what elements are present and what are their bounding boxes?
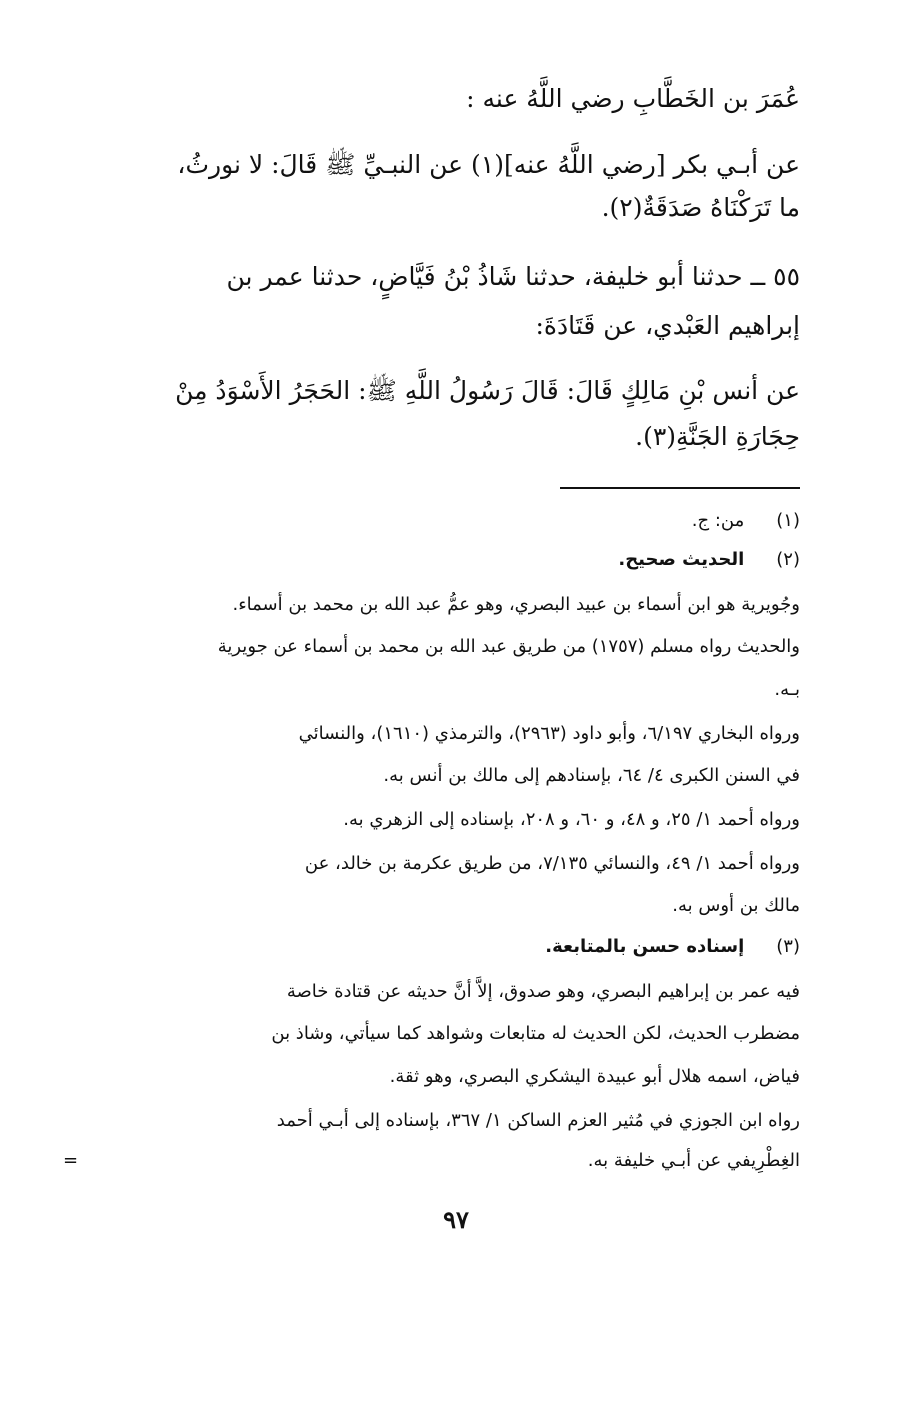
footnote-grade: إسناده حسن بالمتابعة. xyxy=(545,936,745,957)
main-text-line: ما تَرَكْنَاهُ صَدَقَةٌ(٢). xyxy=(601,193,800,222)
footnote-3-line: رواه ابن الجوزي في مُثير العزم الساكن ١/ ٣٦٧، بإسناده إلى أبـي أحمد xyxy=(276,1110,800,1131)
hadith-55-isnad-line: ٥٥ ــ حدثنا أبو خليفة، حدثنا شَاذُ بْنُ فَيَّاضٍ، حدثنا عمر بن xyxy=(226,262,800,291)
page-number: ٩٧ xyxy=(443,1205,469,1234)
footnote-2-line: بـه. xyxy=(774,679,800,700)
footnote-2-line: مالك بن أوس به. xyxy=(672,895,800,916)
footnote-3-heading xyxy=(82,938,800,956)
footnote-divider xyxy=(560,487,800,489)
main-text-line: حِجَارَةِ الجَنَّةِ(٣). xyxy=(635,422,800,451)
footnote-text: من: ج. xyxy=(691,510,745,531)
footnote-3-line: فياض، اسمه هلال أبو عبيدة اليشكري البصري، وهو ثقة. xyxy=(389,1066,800,1087)
footnote-grade: الحديث صحيح. xyxy=(618,549,745,570)
footnote-2-line: والحديث رواه مسلم (١٧٥٧) من طريق عبد الله بن محمد بن أسماء عن جويرية xyxy=(217,636,800,657)
footnote-2-line: ورواه أحمد ١/ ٤٩، والنسائي ٧/١٣٥، من طريق عكرمة بن خالد، عن xyxy=(304,853,800,874)
footnote-number: (١) xyxy=(776,510,800,531)
footnote-3-line: فيه عمر بن إبراهيم البصري، وهو صدوق، إلاَّ أنَّ حديثه عن قتادة خاصة xyxy=(286,981,800,1002)
hadith-55-matn-line: عن أنس بْنِ مَالِكٍ قَالَ: قَالَ رَسُولُ اللَّهِ ﷺ: الحَجَرُ الأَسْوَدُ مِنْ xyxy=(175,376,800,405)
footnote-2-line: وجُويرية هو ابن أسماء بن عبيد البصري، وهو عمُّ عبد الله بن محمد بن أسماء. xyxy=(232,594,800,615)
footnote-2-line: في السنن الكبرى ٤/ ٦٤، بإسنادهم إلى مالك بن أنس به. xyxy=(383,765,800,786)
footnote-1 xyxy=(82,512,800,530)
main-text-line: إبراهيم العَبْدي، عن قَتَادَةَ: xyxy=(535,311,800,340)
main-text-line: عن أبـي بكر [رضي اللَّهُ عنه](١) عن النبـيِّ ﷺ قَالَ: لا نورثُ، xyxy=(177,150,800,179)
footnote-3-line: مضطرب الحديث، لكن الحديث له متابعات وشواهد كما سيأتي، وشاذ بن xyxy=(271,1023,800,1044)
main-text-line: عُمَرَ بن الخَطَّابِ رضي اللَّهُ عنه : xyxy=(466,84,800,113)
continuation-mark: = xyxy=(63,1150,79,1171)
footnote-2-line: ورواه أحمد ١/ ٢٥، و ٤٨، و ٦٠، و ٢٠٨، بإسناده إلى الزهري به. xyxy=(343,809,800,830)
footnote-2-heading xyxy=(82,551,800,569)
footnote-number: (٣) xyxy=(776,936,800,957)
footnote-2-line: ورواه البخاري ٦/١٩٧، وأبو داود (٢٩٦٣)، والترمذي (١٦١٠)، والنسائي xyxy=(298,723,800,744)
footnote-3-line: الغِطْرِيفي عن أبـي خليفة به. xyxy=(587,1150,800,1171)
footnote-number: (٢) xyxy=(776,549,800,570)
